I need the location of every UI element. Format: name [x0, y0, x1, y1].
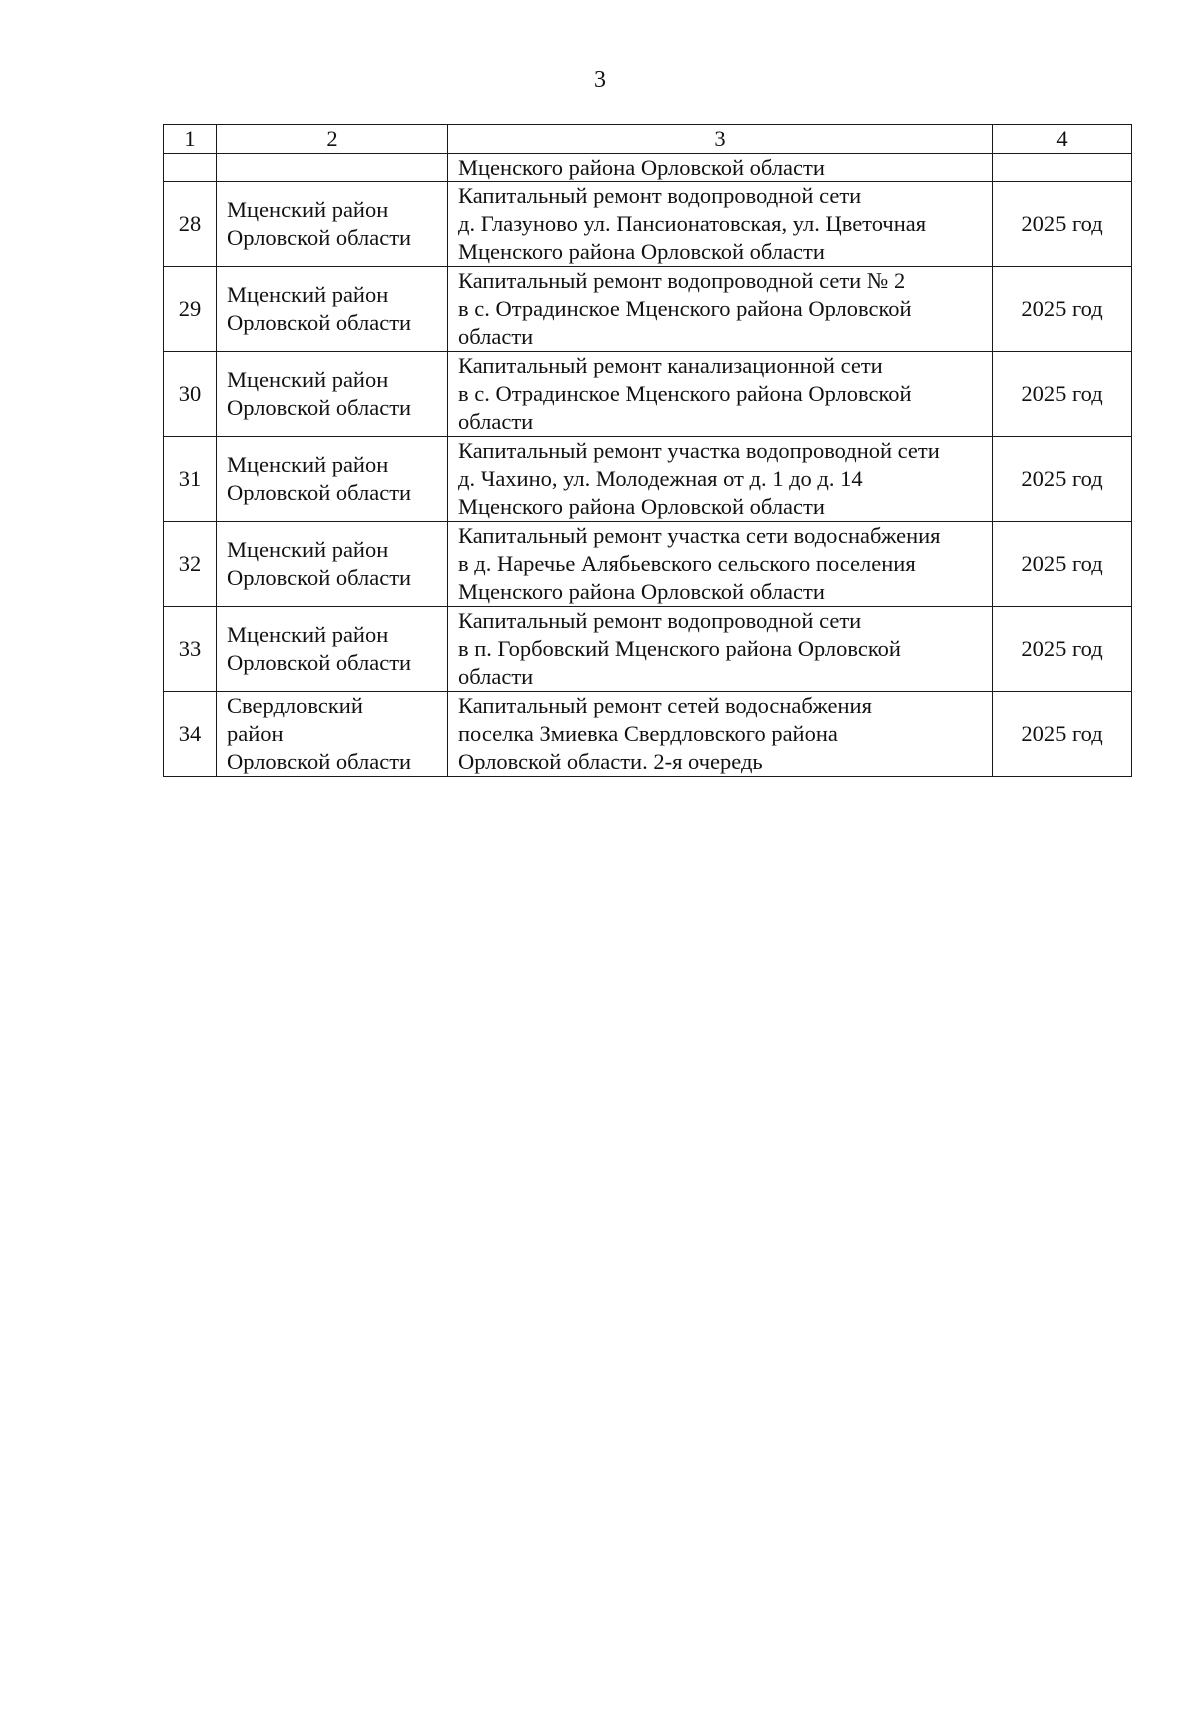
row-work [448, 692, 993, 777]
row-district-line: Орловской области [227, 749, 412, 774]
row-work-line: Мценского района Орловской области [458, 154, 825, 180]
row-number: 33 [164, 607, 217, 692]
row-year: 2025 год [993, 267, 1132, 352]
row-year: 2025 год [993, 522, 1132, 607]
row-year: 2025 год [993, 182, 1132, 267]
row-district-line: Мценский район [227, 452, 389, 477]
row-work [448, 182, 993, 267]
row-work-line: области [458, 409, 534, 434]
page-number: 3 [594, 67, 606, 93]
row-district [217, 267, 448, 352]
row-work-line: Капитальный ремонт участка сети водоснабжения [458, 523, 941, 548]
row-district-line: район [227, 721, 284, 746]
row-district-line: Орловской области [227, 650, 412, 675]
table-row [164, 182, 1132, 267]
table-body [164, 182, 1132, 777]
column-district-header: 2 [217, 125, 448, 154]
row-work-line: Мценского района Орловской области [458, 239, 825, 264]
row-work-line: поселка Змиевка Свердловского района [458, 721, 838, 746]
row-district-line: Орловской области [227, 395, 412, 420]
row-district-line: Свердловский [227, 693, 363, 718]
row-number [164, 154, 217, 182]
row-district-line: Мценский район [227, 367, 389, 392]
row-district-line: Орловской области [227, 480, 412, 505]
row-work-line: Капитальный ремонт сетей водоснабжения [458, 693, 872, 718]
row-number: 34 [164, 692, 217, 777]
row-district [217, 437, 448, 522]
row-district-line: Мценский район [227, 537, 389, 562]
row-work-line: Мценского района Орловской области [458, 494, 825, 519]
row-year: 2025 год [993, 607, 1132, 692]
row-work-line: в с. Отрадинское Мценского района Орловской [458, 296, 912, 321]
row-work [448, 437, 993, 522]
row-district [217, 692, 448, 777]
row-number: 30 [164, 352, 217, 437]
column-work-header: 3 [448, 125, 993, 154]
table-row [164, 352, 1132, 437]
table-row [164, 267, 1132, 352]
row-district-line: Орловской области [227, 565, 412, 590]
table-row [164, 522, 1132, 607]
row-work-line: Капитальный ремонт участка водопроводной сети [458, 438, 940, 463]
row-work-line: в д. Наречье Алябьевского сельского поселения [458, 551, 916, 576]
row-work-line: Капитальный ремонт водопроводной сети № 2 [458, 268, 906, 293]
column-year-header: 4 [993, 125, 1132, 154]
row-district-line: Мценский район [227, 622, 389, 647]
row-work-line: области [458, 664, 534, 689]
row-work-line: Капитальный ремонт водопроводной сети [458, 608, 862, 633]
row-district-line: Мценский район [227, 197, 389, 222]
row-year: 2025 год [993, 437, 1132, 522]
row-work-line: Орловской области. 2-я очередь [458, 749, 763, 774]
row-year [993, 154, 1132, 182]
row-work-line: в с. Отрадинское Мценского района Орловской [458, 381, 912, 406]
row-work-line: Капитальный ремонт канализационной сети [458, 353, 883, 378]
table-row [164, 692, 1132, 777]
table-row [164, 607, 1132, 692]
row-number: 31 [164, 437, 217, 522]
row-year: 2025 год [993, 352, 1132, 437]
row-number: 28 [164, 182, 217, 267]
row-district-line: Мценский район [227, 282, 389, 307]
row-work-line: Капитальный ремонт водопроводной сети [458, 183, 862, 208]
row-work [448, 352, 993, 437]
row-district-line: Орловской области [227, 225, 412, 250]
row-work [448, 154, 993, 182]
row-district-line: Орловской области [227, 310, 412, 335]
row-district [217, 522, 448, 607]
works-table [163, 124, 1132, 777]
row-work [448, 607, 993, 692]
table-row-continuation [164, 154, 1132, 182]
row-district [217, 182, 448, 267]
column-number-header: 1 [164, 125, 217, 154]
row-work [448, 267, 993, 352]
row-work [448, 522, 993, 607]
row-work-line: области [458, 324, 534, 349]
row-work-line: в п. Горбовский Мценского района Орловской [458, 636, 901, 661]
table-row [164, 437, 1132, 522]
row-year: 2025 год [993, 692, 1132, 777]
row-work-line: д. Чахино, ул. Молодежная от д. 1 до д. 14 [458, 466, 863, 491]
row-district [217, 154, 448, 182]
row-work-line: д. Глазуново ул. Пансионатовская, ул. Цветочная [458, 211, 927, 236]
row-district [217, 607, 448, 692]
row-number: 29 [164, 267, 217, 352]
row-district [217, 352, 448, 437]
row-number: 32 [164, 522, 217, 607]
table-header-row [164, 125, 1132, 154]
row-work-line: Мценского района Орловской области [458, 579, 825, 604]
